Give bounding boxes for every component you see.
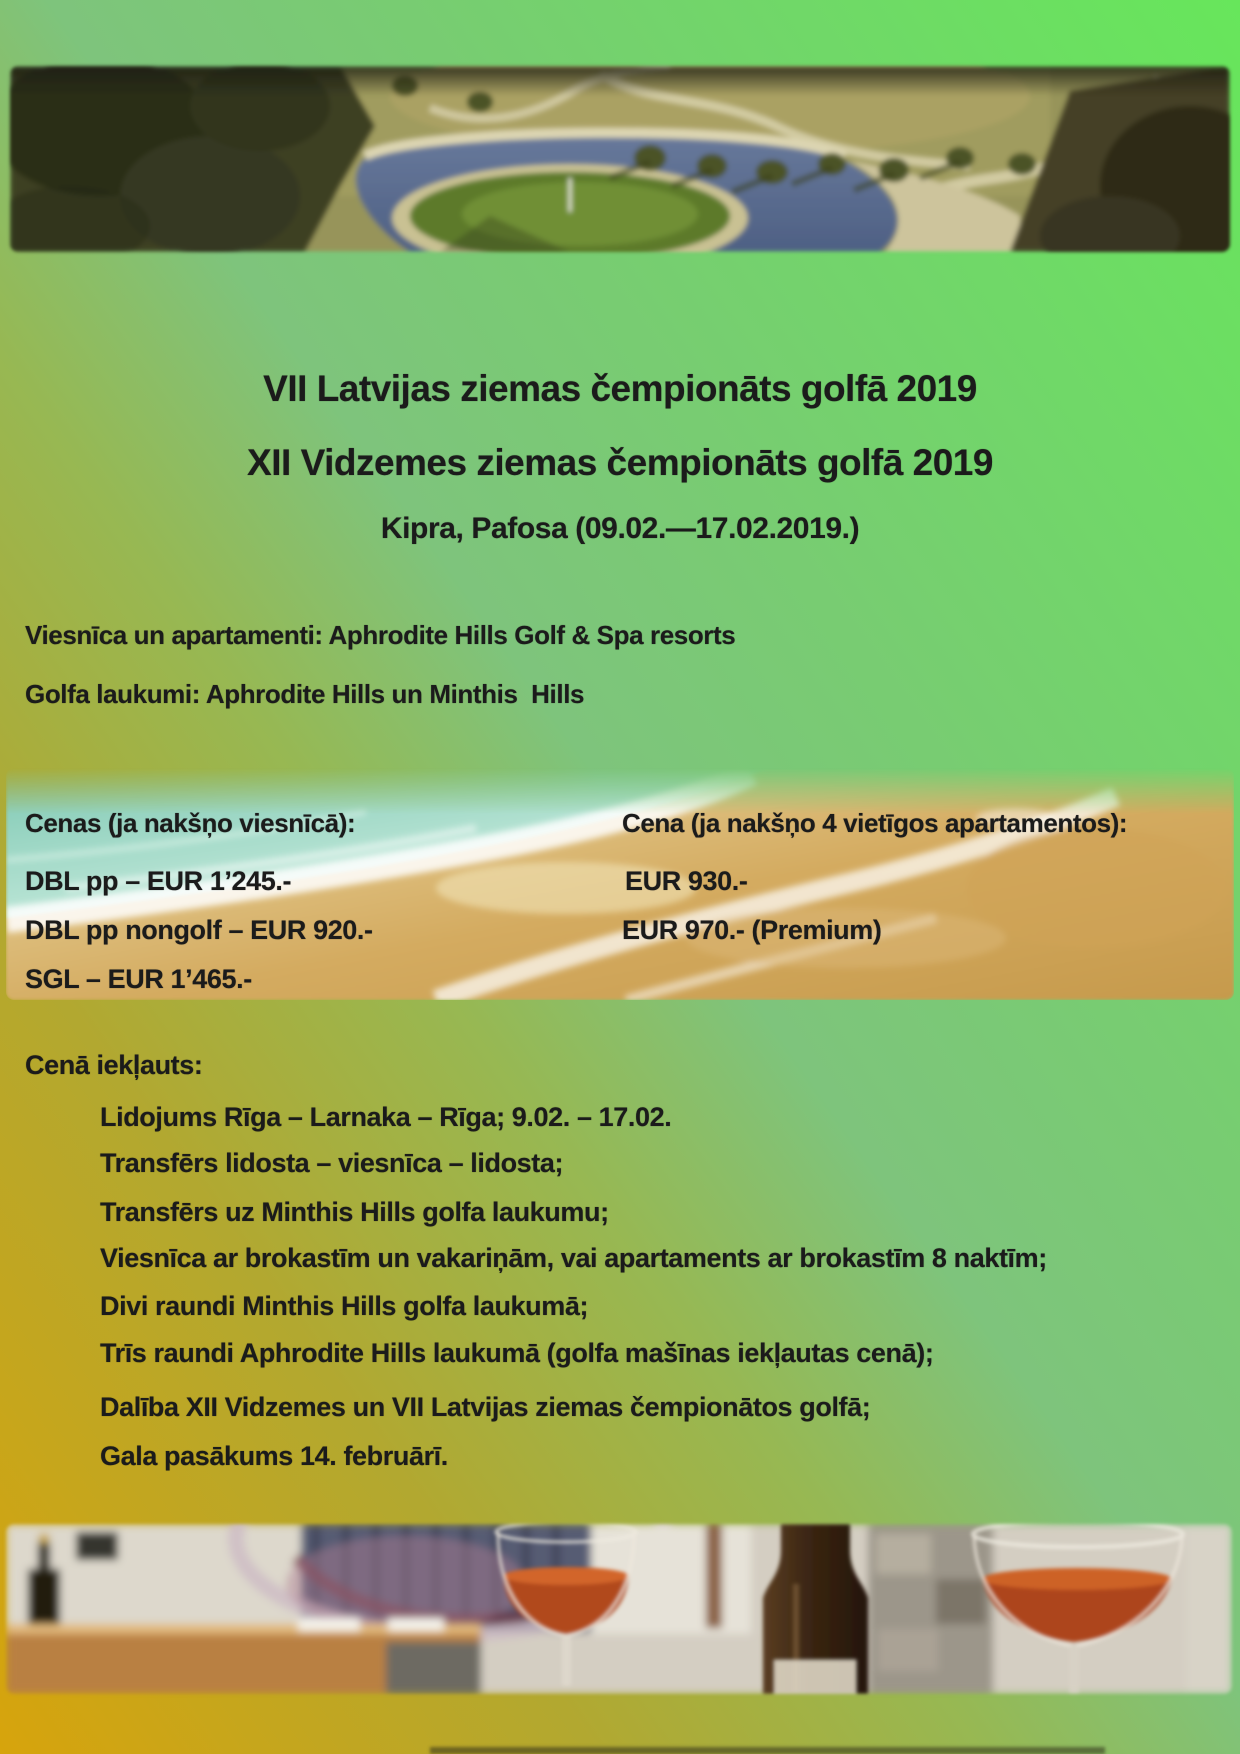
title-line1: VII Latvijas ziemas čempionāts golfā 2019 [263,368,977,409]
pricing-hotel-header: Cenas (ja nakšņo viesnīcā): [25,808,356,838]
pricing-apartment-header: Cena (ja nakšņo 4 vietīgos apartamentos): [622,808,1128,838]
included-item-hotel-board: Viesnīca ar brokastīm un vakariņām, vai apartaments ar brokastīm 8 naktīm; [100,1243,1047,1273]
venue-hotel-line: Viesnīca un apartamenti: Aphrodite Hills Golf & Spa resorts [25,620,736,650]
price-apartment: EUR 930.- [625,866,748,896]
title-line2: XII Vidzemes ziemas čempionāts golfā 2019 [247,442,993,483]
included-item-two-rounds: Divi raundi Minthis Hills golfa laukumā; [100,1291,589,1321]
golf-course-photo-art [10,66,1230,252]
included-item-gala: Gala pasākums 14. februārī. [100,1441,448,1471]
included-item-flight: Lidojums Rīga – Larnaka – Rīga; 9.02. – 17.02. [100,1102,672,1132]
price-dbl-nongolf: DBL pp nongolf – EUR 920.- [25,915,373,945]
subtitle-location-dates: Kipra, Pafosa (09.02.—17.02.2019.) [380,512,860,545]
included-item-airport-transfer: Transfērs lidosta – viesnīca – lidosta; [100,1148,564,1178]
wine-glasses-photo [6,1524,1232,1694]
golf-course-photo [10,66,1230,252]
included-item-minthis-transfer: Transfērs uz Minthis Hills golfa laukumu; [100,1197,609,1227]
included-item-three-rounds: Trīs raundi Aphrodite Hills laukumā (golfa mašīnas iekļautas cenā); [100,1338,934,1368]
included-item-championship-entry: Dalība XII Vidzemes un VII Latvijas ziemas čempionātos golfā; [100,1392,871,1422]
venue-courses-line: Golfa laukumi: Aphrodite Hills un Minthis Hills [25,679,585,709]
bottom-edge-strip [430,1747,1105,1754]
wine-photo-art [6,1524,1232,1694]
price-dbl: DBL pp – EUR 1’245.- [25,866,292,896]
price-apartment-premium: EUR 970.- (Premium) [622,915,882,945]
price-sgl: SGL – EUR 1’465.- [25,964,252,994]
included-header: Cenā iekļauts: [25,1050,203,1080]
